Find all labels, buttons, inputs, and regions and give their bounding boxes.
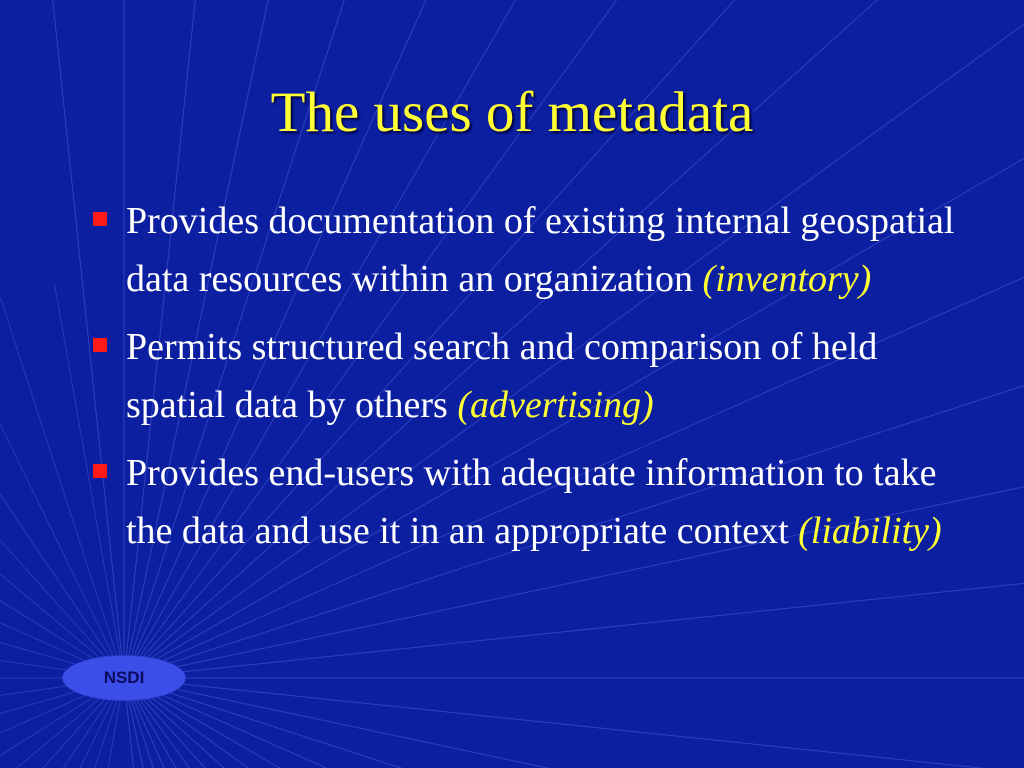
ray-line [124,678,1024,768]
ray-line [124,678,1024,768]
ray-line [124,678,924,768]
bullet-item [90,444,970,560]
bullet-item [90,192,970,308]
ray-line [124,678,1024,768]
bullet-text: Provides end-users with adequate information to take the data and use it in an appropriate context [126,452,937,552]
ray-line [124,678,1024,768]
bullet-tag: (advertising) [457,384,654,426]
nsdi-logo [63,656,185,700]
bullet-tag: (inventory) [702,258,872,300]
bullet-text: Permits structured search and comparison of held spatial data by others [126,326,878,426]
slide-title: The uses of metadata [270,81,754,144]
bullet-item [90,318,970,434]
red-square-bullet-icon [93,338,107,352]
ray-line [124,678,1024,768]
ray-line [124,678,775,768]
bullet-tag: (liability) [798,510,942,552]
red-square-bullet-icon [93,212,107,226]
ray-line [124,678,1024,768]
ray-line [124,678,1024,768]
bullet-text: Provides documentation of existing internal geospatial data resources within an organization [126,200,955,300]
red-square-bullet-icon [93,464,107,478]
ray-line [124,678,1024,768]
ray-line [124,678,618,768]
logo-label: NSDI [103,668,145,687]
bullet-list [90,192,970,570]
ray-line [124,678,1024,768]
